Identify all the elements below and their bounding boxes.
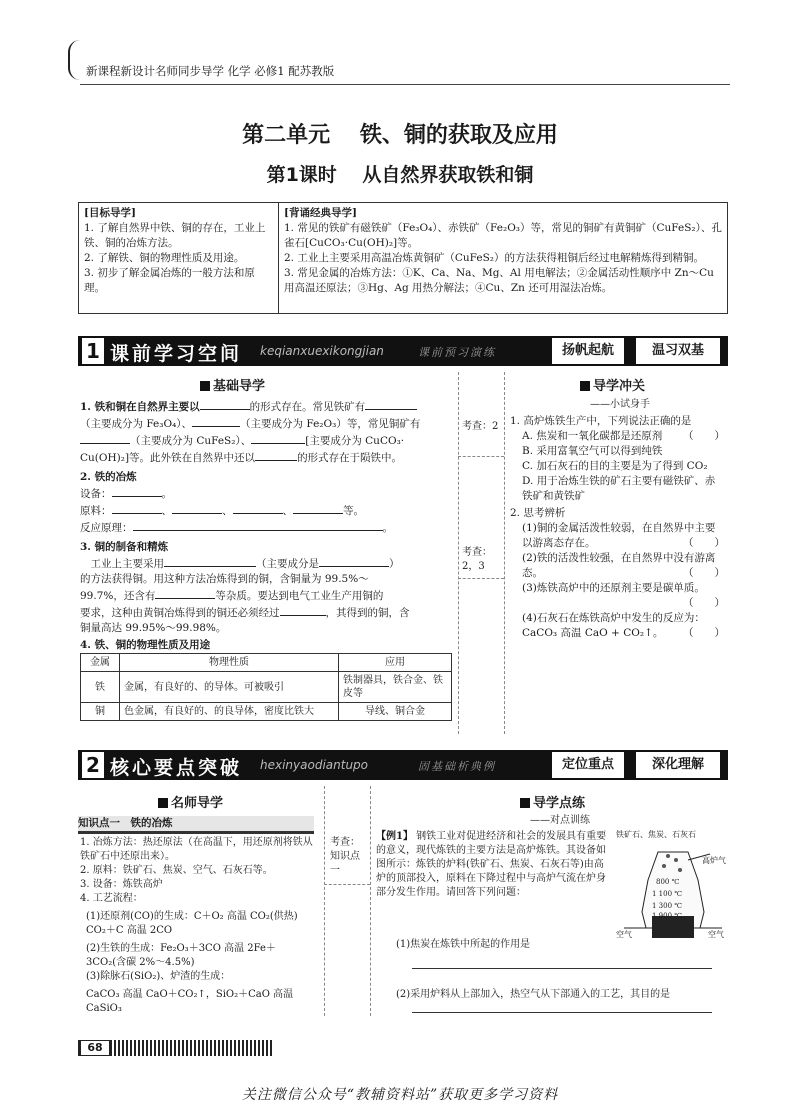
answer-blank[interactable] bbox=[112, 485, 162, 497]
classics-label: [背诵经典导学] bbox=[284, 207, 357, 219]
page-number: 68 bbox=[80, 1040, 110, 1056]
teacher-item: 4. 工艺流程： bbox=[80, 893, 143, 904]
judge-text: (3)炼铁高炉中的还原剂主要是碳单质。 bbox=[522, 582, 705, 594]
answer-blank[interactable] bbox=[255, 449, 297, 461]
q2-title: 2. 铁的冶炼 bbox=[80, 471, 137, 483]
judge-text: (2)铁的活泼性较强，在自然界中没有游离态。 bbox=[522, 552, 716, 579]
example-text bbox=[376, 830, 612, 900]
heading-marker-icon bbox=[580, 381, 590, 391]
heading-marker-icon bbox=[158, 798, 168, 808]
column-divider bbox=[324, 786, 325, 1016]
answer-blank[interactable] bbox=[155, 587, 215, 599]
q2-principle-label: 反应原理： bbox=[80, 522, 133, 534]
exam-tag-rule bbox=[458, 456, 504, 457]
teacher-item: 1. 冶炼方法：热还原法（在高温下，用还原剂将铁从铁矿石中还原出来）。 bbox=[80, 837, 313, 862]
section2-tag1: 定位重点 bbox=[550, 750, 626, 780]
judge-item bbox=[510, 551, 725, 581]
answer-blank[interactable] bbox=[280, 604, 326, 616]
q1-line bbox=[80, 432, 452, 449]
answer-paren[interactable]: （ ） bbox=[683, 430, 725, 442]
option-item: D. 用于冶炼生铁的矿石主要有磁铁矿、赤铁矿和黄铁矿 bbox=[522, 475, 716, 502]
judge-text: (4)石灰石在炼铁高炉中发生的反应为：CaCO₃ 高温 CaO + CO₂↑。 bbox=[522, 612, 705, 639]
teacher-item: 2. 原料：铁矿石、焦炭、空气、石灰石等。 bbox=[80, 865, 273, 876]
knowledge-point-bar bbox=[78, 816, 314, 834]
q3-line: 铜量高达 99.95%～99.98%。 bbox=[80, 622, 227, 634]
footer-note: 关注微信公众号“教辅资料站”获取更多学习资料 bbox=[241, 1087, 559, 1103]
section1-subtitle: 课前预习演练 bbox=[418, 346, 496, 359]
practice-heading-text: 导学点练 bbox=[533, 796, 586, 811]
q1-text: （主要成分为 CuFeS₂）、 bbox=[130, 435, 252, 447]
exam-tag-1: 考查：2 bbox=[462, 421, 499, 432]
basics-body bbox=[80, 398, 452, 721]
practice-subtitle: ——对点训练 bbox=[530, 815, 590, 826]
answer-paren[interactable]: （ ） bbox=[683, 567, 725, 579]
basics-heading bbox=[200, 375, 265, 394]
answer-blank[interactable] bbox=[172, 502, 222, 514]
answer-line[interactable] bbox=[412, 1012, 712, 1013]
answer-paren[interactable]: （ ） bbox=[683, 627, 725, 639]
classics-item: 3. 常见金属的冶炼方法：①K、Ca、Na、Mg、Al 用电解法；②金属活动性顺序中 Zn～Cu 用高温还原法；③Hg、Ag 用热分解法；④Cu、Zn 还可用湿法冶炼。 bbox=[284, 267, 714, 294]
figure-air-right: 空气 bbox=[708, 930, 724, 939]
teacher-heading bbox=[158, 792, 223, 811]
answer-blank[interactable] bbox=[192, 415, 240, 427]
figure-air-left: 空气 bbox=[616, 930, 632, 939]
q1-line bbox=[80, 415, 452, 432]
q1-text: 的形式存在。常见铁矿有 bbox=[249, 401, 366, 413]
charge-particle bbox=[674, 858, 678, 862]
table-header: 物理性质 bbox=[120, 654, 339, 672]
blast-furnace-figure bbox=[616, 830, 730, 950]
answer-blank[interactable] bbox=[164, 555, 256, 567]
q3-line: 的方法获得铜。用这种方法冶炼得到的铜，含铜量为 99.5%～ bbox=[80, 573, 369, 585]
practice-heading bbox=[520, 792, 585, 811]
temp-label: 800 ℃ bbox=[656, 878, 680, 886]
basics-heading-text: 基础导学 bbox=[213, 379, 266, 394]
q1-text: 的形式存在于陨铁中。 bbox=[297, 452, 403, 464]
answer-blank[interactable] bbox=[112, 502, 162, 514]
header-rule bbox=[80, 84, 730, 85]
figure-gas-label: 高炉气 bbox=[702, 856, 726, 865]
column-divider bbox=[370, 786, 371, 1016]
classics-item: 1. 常见的铁矿有磁铁矿（Fe₃O₄）、赤铁矿（Fe₂O₃）等，常见的铜矿有黄铜矿（CuFeS₂）、孔雀石[CuCO₃·Cu(OH)₂]等。 bbox=[284, 222, 722, 249]
table-row bbox=[81, 703, 452, 721]
exam-tag-3: 考查：知识点一 bbox=[330, 837, 360, 876]
answer-blank[interactable] bbox=[200, 398, 250, 410]
q2-equip: 设备： 。 bbox=[80, 485, 452, 502]
table-cell-metal: 铜 bbox=[81, 703, 120, 721]
answer-blank[interactable] bbox=[293, 502, 343, 514]
objective-item: 3. 初步了解金属冶炼的一般方法和原理。 bbox=[84, 267, 255, 294]
answer-blank[interactable] bbox=[319, 555, 389, 567]
example-body: 钢铁工业对促进经济和社会的发展具有重要的意义，现代炼铁的主要方法是高炉炼铁。其设备如图所示：炼铁的炉料(铁矿石、焦炭、石灰石等)由高炉的顶部投入，原料在下降过程中与高炉气流在炉身部分发生作用。请回答下列问题： bbox=[376, 831, 607, 898]
guide-heading bbox=[580, 375, 645, 394]
q3-line bbox=[80, 555, 452, 572]
answer-blank[interactable] bbox=[251, 432, 305, 444]
flow-item: (3)除脉石(SiO₂)、炉渣的生成： bbox=[86, 971, 231, 982]
section1-title: 课前学习空间 bbox=[110, 343, 243, 365]
figure-top-label: 铁矿石、焦炭、石灰石 bbox=[616, 830, 696, 839]
section1-number: 1 bbox=[82, 338, 104, 364]
table-cell-use: 导线、铜合金 bbox=[339, 703, 452, 721]
table-header: 金属 bbox=[81, 654, 120, 672]
charge-particle bbox=[678, 868, 682, 872]
q3-text: ，其得到的铜，含 bbox=[325, 607, 410, 619]
exam-tag-rule bbox=[458, 578, 504, 579]
teacher-heading-text: 名师导学 bbox=[171, 796, 224, 811]
section2-banner bbox=[78, 750, 728, 780]
q1-line bbox=[80, 449, 452, 466]
judge-item bbox=[510, 611, 725, 641]
properties-table bbox=[80, 653, 452, 721]
table-header-row bbox=[81, 654, 452, 672]
q4-title: 4. 铁、铜的物理性质及用途 bbox=[80, 639, 211, 651]
column-divider bbox=[504, 372, 505, 734]
practice-q2: (2)采用炉料从上部加入，热空气从下部通入的工艺，其目的是 bbox=[396, 989, 671, 1000]
guide-q2: 2. 思考辨析 bbox=[510, 507, 566, 519]
guide-body bbox=[510, 414, 725, 641]
q3-title: 3. 铜的制备和精炼 bbox=[80, 541, 169, 553]
q3-text: 工业上主要采用 bbox=[90, 558, 164, 570]
q2-raw-end: 等。 bbox=[343, 505, 364, 517]
teacher-body bbox=[80, 836, 316, 1016]
temp-label: 1 100 ℃ bbox=[652, 890, 683, 898]
guide-subtitle: ——小试身手 bbox=[590, 399, 650, 410]
table-cell-prop: 色金属，有良好的、的良导体，密度比铁大 bbox=[120, 703, 339, 721]
option-item: A. 焦炭和一氧化碳都是还原剂 bbox=[522, 430, 663, 442]
flow-item: (1)还原剂(CO)的生成：C＋O₂ 高温 CO₂(供热) CO₂＋C 高温 2CO bbox=[86, 911, 308, 936]
answer-blank[interactable] bbox=[233, 502, 283, 514]
charge-particle bbox=[662, 864, 666, 868]
objective-item: 2. 了解铁、铜的物理性质及用途。 bbox=[84, 252, 245, 264]
objectives-label: [目标导学] bbox=[84, 207, 136, 219]
q3-text: （主要成分是 bbox=[256, 558, 319, 570]
table-row bbox=[81, 672, 452, 703]
q3-text: 等杂质。要达到电气工业生产用铜的 bbox=[215, 590, 384, 602]
objective-item: 1. 了解自然界中铁、铜的存在，工业上铁、铜的冶炼方法。 bbox=[84, 222, 266, 249]
section2-tag2: 深化理解 bbox=[634, 750, 722, 780]
column-divider bbox=[458, 372, 459, 734]
table-cell-prop: 金属，有良好的、的导体。可被吸引 bbox=[120, 672, 339, 703]
section1-tag2: 温习双基 bbox=[634, 336, 722, 366]
section2-subtitle: 固基础析典例 bbox=[418, 760, 496, 773]
q3-line bbox=[80, 604, 452, 621]
table-cell-metal: 铁 bbox=[81, 672, 120, 703]
table-cell-use: 铁制器具，铁合金、铁皮等 bbox=[339, 672, 452, 703]
temp-label: 1 300 ℃ bbox=[652, 902, 683, 910]
teacher-item: 3. 设备：炼铁高炉 bbox=[80, 879, 163, 890]
section1-pinyin: keqianxuexikongjian bbox=[260, 344, 384, 358]
section2-title: 核心要点突破 bbox=[110, 757, 243, 779]
answer-blank[interactable] bbox=[365, 398, 417, 410]
q1-label: 1. 铁和铜在自然界主要以 bbox=[80, 401, 200, 413]
section2-number: 2 bbox=[82, 752, 104, 778]
q3-text: 要求，这种由黄铜冶炼得到的铜还必须经过 bbox=[80, 607, 280, 619]
section1-banner bbox=[78, 336, 728, 366]
temp-label: 1 900 ℃ bbox=[652, 912, 683, 920]
exam-tag-rule bbox=[324, 884, 370, 885]
lesson-title: 第1课时 从自然界获取铁和铜 bbox=[266, 164, 534, 186]
flow-item: CaCO₃ 高温 CaO＋CO₂↑，SiO₂＋CaO 高温 CaSiO₃ bbox=[86, 989, 294, 1014]
option-item: B. 采用富氧空气可以得到纯铁 bbox=[522, 445, 663, 457]
left-bracket-decoration bbox=[68, 40, 80, 80]
classics-panel bbox=[284, 206, 722, 296]
flow-item: (2)生铁的生成：Fe₂O₃＋3CO 高温 2Fe＋3CO₂(含碳 2%～4.5%) bbox=[86, 943, 276, 968]
exam-tag-2: 考查：2，3 bbox=[462, 547, 492, 572]
guide-q1-text: 1. 高炉炼铁生产中，下列说法正确的是 bbox=[510, 415, 692, 427]
q1-text: （主要成分为 Fe₃O₄）、 bbox=[80, 418, 193, 430]
judge-item bbox=[510, 521, 725, 551]
answer-paren[interactable]: （ ） bbox=[683, 597, 725, 609]
heading-marker-icon bbox=[520, 798, 530, 808]
option-item: C. 加石灰石的目的主要是为了得到 CO₂ bbox=[522, 460, 708, 472]
q1-text: （主要成分为 Fe₂O₃）等，常见铜矿有 bbox=[240, 418, 421, 430]
q2-raw: 原料： 、 、 、 等。 bbox=[80, 502, 452, 519]
table-header: 应用 bbox=[339, 654, 452, 672]
judge-text: (1)铜的金属活泼性较弱，在自然界中主要以游离态存在。 bbox=[522, 522, 716, 549]
guide-heading-text: 导学冲关 bbox=[593, 379, 646, 394]
section1-tag1: 扬帆起航 bbox=[550, 336, 626, 366]
charge-particle bbox=[666, 854, 670, 858]
q1-line bbox=[80, 398, 452, 415]
q2-principle: 反应原理： 。 bbox=[80, 519, 452, 536]
q2-raw-label: 原料： bbox=[80, 505, 112, 517]
q1-text: Cu(OH)₂]等。此外铁在自然界中还以 bbox=[80, 452, 256, 464]
q3-line bbox=[80, 587, 452, 604]
heading-marker-icon bbox=[200, 381, 210, 391]
practice-q1: (1)焦炭在炼铁中所起的作用是 bbox=[396, 939, 531, 950]
q1-text: [主要成分为 CuCO₃· bbox=[305, 435, 405, 447]
unit-title: 第二单元 铁、铜的获取及应用 bbox=[242, 123, 558, 148]
answer-blank[interactable] bbox=[80, 432, 130, 444]
answer-blank[interactable] bbox=[133, 519, 383, 531]
answer-line[interactable] bbox=[412, 968, 712, 969]
judge-item bbox=[510, 581, 725, 609]
knowledge-point-label: 知识点一 铁的冶炼 bbox=[78, 817, 173, 829]
q3-text: ） bbox=[389, 558, 400, 570]
q3-text: 99.7%，还含有 bbox=[80, 590, 156, 602]
answer-paren[interactable]: （ ） bbox=[683, 537, 725, 549]
q2-equip-label: 设备： bbox=[80, 488, 112, 500]
objectives-panel bbox=[84, 206, 274, 296]
section2-pinyin: hexinyaodiantupo bbox=[260, 758, 369, 772]
series-header: 新课程新设计名师同步导学 化学 必修1 配苏教版 bbox=[86, 64, 335, 78]
objectives-divider bbox=[278, 202, 279, 314]
classics-item: 2. 工业上主要采用高温冶炼黄铜矿（CuFeS₂）的方法获得粗铜后经过电解精炼得到精铜。 bbox=[284, 252, 704, 264]
example-label: 【例1】 bbox=[376, 831, 413, 842]
